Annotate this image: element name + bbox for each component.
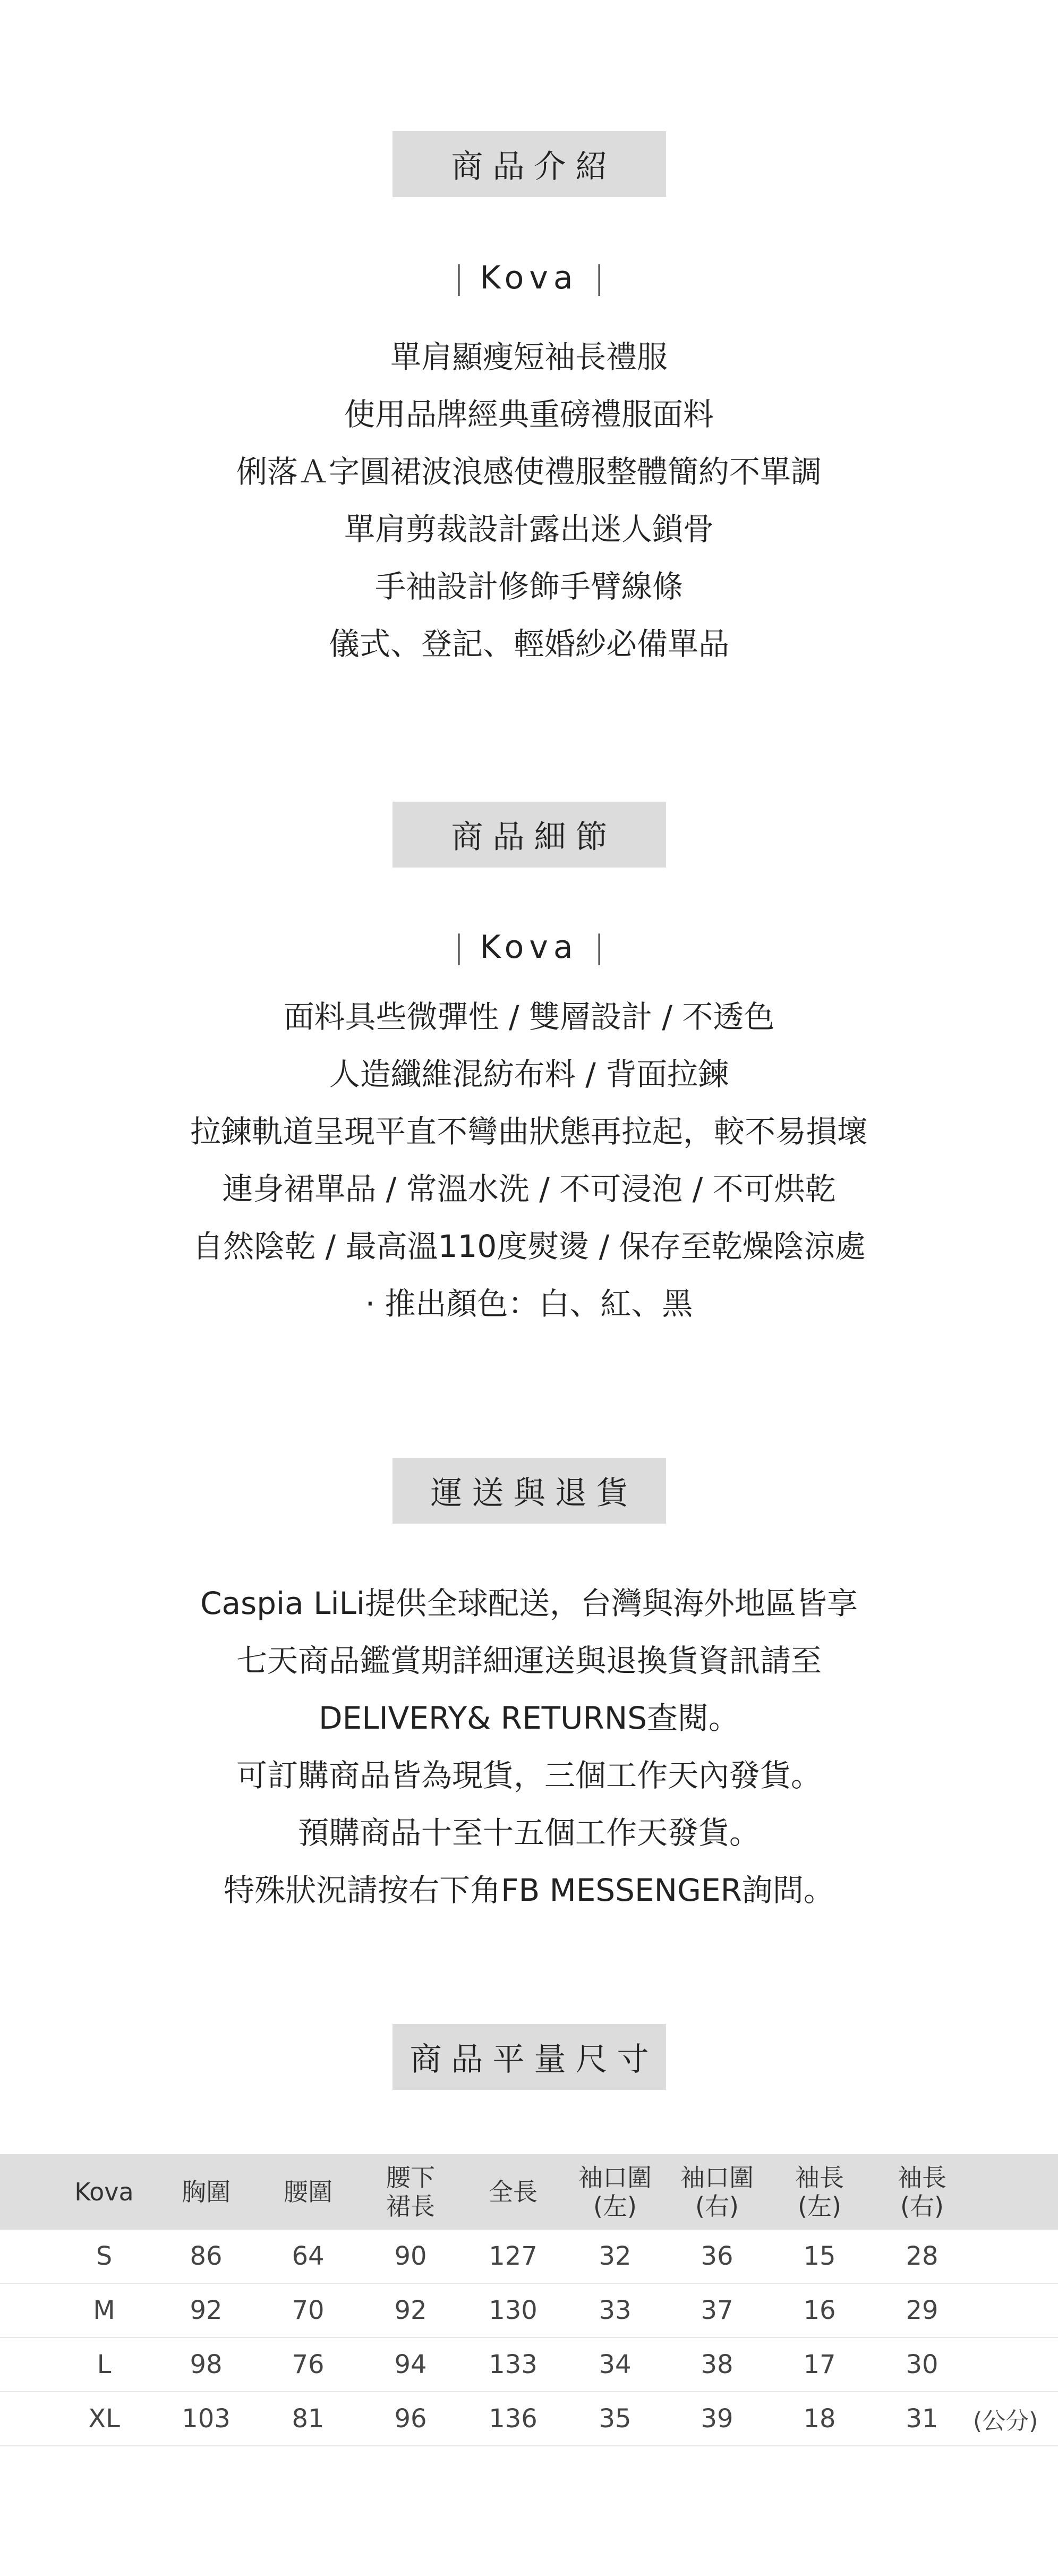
intro-line: 俐落Ａ字圓裙波浪感使禮服整體簡約不單調 [236,454,822,490]
size-cell: 33 [599,2296,632,2325]
shipping-line: 可訂購商品皆為現貨，三個工作天內發貨。 [236,1757,822,1793]
shipping-line: 預購商品十至十五個工作天發貨。 [297,1815,760,1851]
shipping-description [0,1575,1058,1919]
details-line: 面料具些微彈性 / 雙層設計 / 不透色 [283,999,775,1035]
size-cell: 136 [489,2404,537,2434]
brand-name: Kova [480,259,578,296]
size-cell: XL [88,2404,120,2434]
shipping-line: DELIVERY& RETURNS查閱。 [318,1700,740,1736]
size-cell: 127 [489,2241,537,2271]
size-cell: 81 [292,2404,325,2434]
size-cell: 94 [394,2350,427,2379]
size-cell: 31 [906,2404,938,2434]
header-cell: 腰圍 [284,2178,332,2206]
brand-bar-right: | [593,929,604,966]
size-table-header [0,2154,1058,2230]
size-cell: 34 [599,2350,632,2379]
shipping-line: 特殊狀況請按右下角FB MESSENGER詢問。 [224,1872,834,1908]
size-cell: 28 [906,2241,938,2271]
details-description [0,988,1058,1332]
brand-bar-left: | [454,929,465,966]
details-line: · 推出顏色：白、紅、黑 [365,1286,693,1322]
size-cell: M [93,2296,115,2325]
size-cell: 32 [599,2241,632,2271]
header-cell: 袖長 (右) [898,2163,946,2221]
size-cell: 18 [803,2404,836,2434]
size-cell: 29 [906,2296,938,2325]
brand-bar-right: | [593,259,604,296]
intro-line: 手袖設計修飾手臂線條 [374,568,683,605]
table-row [0,2338,1058,2392]
shipping-line: Caspia LiLi提供全球配送，台灣與海外地區皆享 [200,1585,858,1621]
intro-description [0,328,1058,673]
header-cell: 袖長 (左) [795,2163,844,2221]
table-row [0,2392,1058,2446]
brand-bar-left: | [454,259,465,296]
size-cell: 130 [489,2296,537,2325]
size-cell: 30 [906,2350,938,2379]
details-line: 連身裙單品 / 常溫水洗 / 不可浸泡 / 不可烘乾 [222,1171,836,1207]
brand-label-intro [0,259,1058,296]
header-cell: 胸圍 [182,2178,231,2206]
size-cell: 70 [292,2296,325,2325]
section-title-shipping: 運送與退貨 [393,1458,666,1524]
size-cell: 133 [489,2350,537,2379]
size-cell: S [96,2241,113,2271]
header-cell: 腰下 裙長 [386,2163,435,2221]
brand-label-details [0,929,1058,966]
details-line: 自然陰乾 / 最高溫110度熨燙 / 保存至乾燥陰涼處 [192,1228,866,1264]
header-cell: 全長 [489,2178,537,2206]
size-cell: 92 [190,2296,223,2325]
size-cell: L [97,2350,112,2379]
size-cell: 16 [803,2296,836,2325]
table-row [0,2284,1058,2338]
size-cell: 96 [394,2404,427,2434]
header-cell: 袖口圍 (左) [578,2163,652,2221]
details-line: 拉鍊軌道呈現平直不彎曲狀態再拉起，較不易損壞 [190,1113,868,1150]
size-table [0,2154,1058,2446]
size-cell: 15 [803,2241,836,2271]
section-title-intro: 商品介紹 [393,131,666,197]
table-row [0,2230,1058,2284]
header-cell: 袖口圍 (右) [680,2163,754,2221]
details-line: 人造纖維混紡布料 / 背面拉鍊 [329,1056,729,1092]
shipping-line: 七天商品鑑賞期詳細運送與退換貨資訊請至 [236,1643,822,1679]
intro-line: 使用品牌經典重磅禮服面料 [344,396,714,432]
intro-line: 儀式、登記、輕婚紗必備單品 [328,626,729,662]
size-cell: 86 [190,2241,223,2271]
size-cell: 38 [701,2350,733,2379]
intro-line: 單肩顯瘦短袖長禮服 [390,339,668,375]
size-cell: 103 [182,2404,231,2434]
size-cell: 35 [599,2404,632,2434]
unit-label: (公分) [973,2408,1038,2435]
size-cell: 64 [292,2241,325,2271]
brand-name: Kova [480,929,578,966]
size-cell: 37 [701,2296,733,2325]
size-cell: 90 [394,2241,427,2271]
size-cell: 39 [701,2404,733,2434]
size-cell: 92 [394,2296,427,2325]
size-cell: 17 [803,2350,836,2379]
size-cell: 98 [190,2350,223,2379]
section-title-details: 商品細節 [393,802,666,868]
size-cell: 36 [701,2241,733,2271]
intro-line: 單肩剪裁設計露出迷人鎖骨 [344,511,714,547]
section-title-size: 商品平量尺寸 [393,2024,666,2090]
size-cell: 76 [292,2350,325,2379]
header-cell: Kova [74,2178,134,2206]
